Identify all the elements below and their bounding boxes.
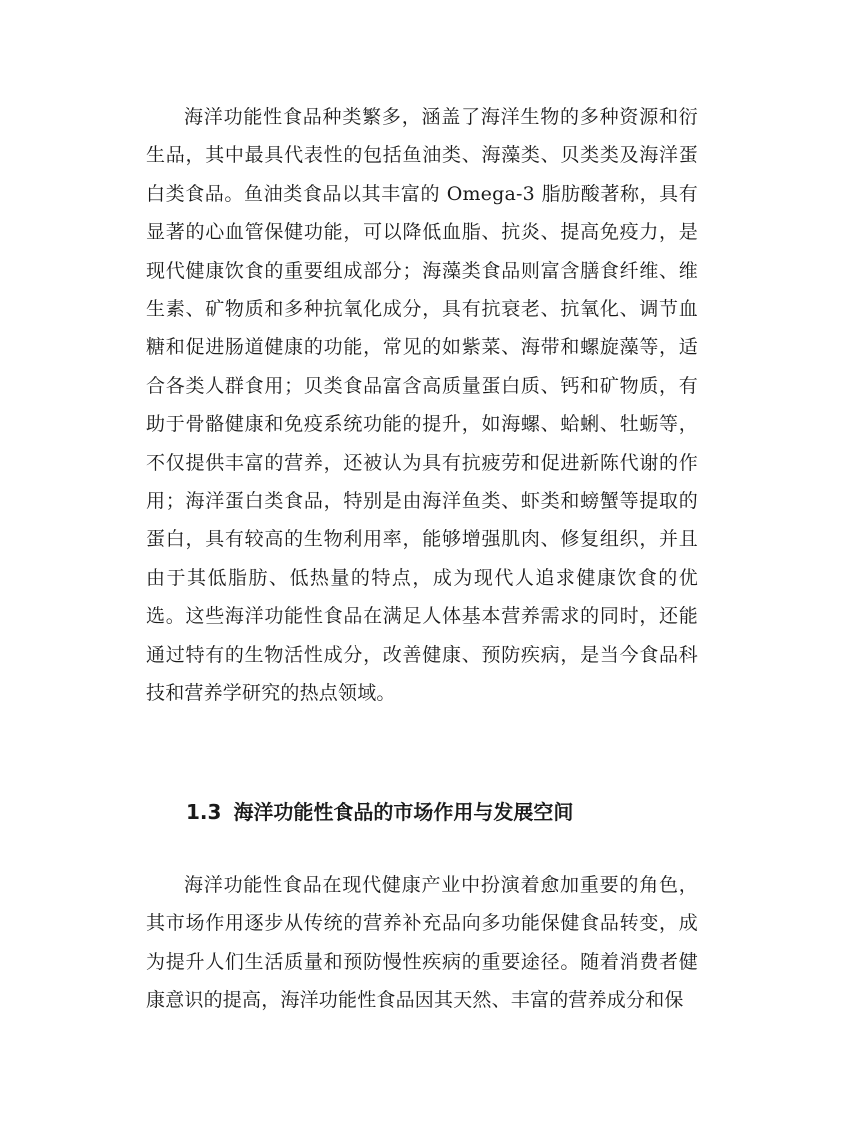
body-paragraph: 海洋功能性食品种类繁多，涵盖了海洋生物的多种资源和衍生品，其中最具代表性的包括鱼油类、海藻类、贝类类及海洋蛋白类食品。鱼油类食品以其丰富的 Omega-3 脂肪酸著称，具有显著的心血管保健功能，可以降低血脂、抗炎、提高免疫力，是现代健康饮食的重要组成部分；海藻类食品则富含膳食纤维、维生素、矿物质和多种抗氧化成分，具有抗衰老、抗氧化、调节血糖和促进肠道健康的功能，常见的如紫菜、海带和螺旋藻等，适合各类人群食用；贝类食品富含高质量蛋白质、钙和矿物质，有助于骨骼健康和免疫系统功能的提升，如海螺、蛤蜊、牡蛎等，不仅提供丰富的营养，还被认为具有抗疲劳和促进新陈代谢的作用；海洋蛋白类食品，特别是由海洋鱼类、虾类和螃蟹等提取的蛋白，具有较高的生物利用率，能够增强肌肉、修复组织，并且由于其低脂肪、低热量的特点，成为现代人追求健康饮食的优选。这些海洋功能性食品在满足人体基本营养需求的同时，还能通过特有的生物活性成分，改善健康、预防疾病，是当今食品科技和营养学研究的热点领域。 (146, 106, 698, 705)
section-heading (186, 797, 573, 827)
body-paragraph: 海洋功能性食品在现代健康产业中扮演着愈加重要的角色，其市场作用逐步从传统的营养补充品向多功能保健食品转变，成为提升人们生活质量和预防慢性疾病的重要途径。随着消费者健康意识的提高，海洋功能性食品因其天然、丰富的营养成分和保 (146, 874, 698, 1012)
section-number: 1.3 (186, 800, 222, 824)
section-title: 海洋功能性食品的市场作用与发展空间 (233, 800, 574, 824)
